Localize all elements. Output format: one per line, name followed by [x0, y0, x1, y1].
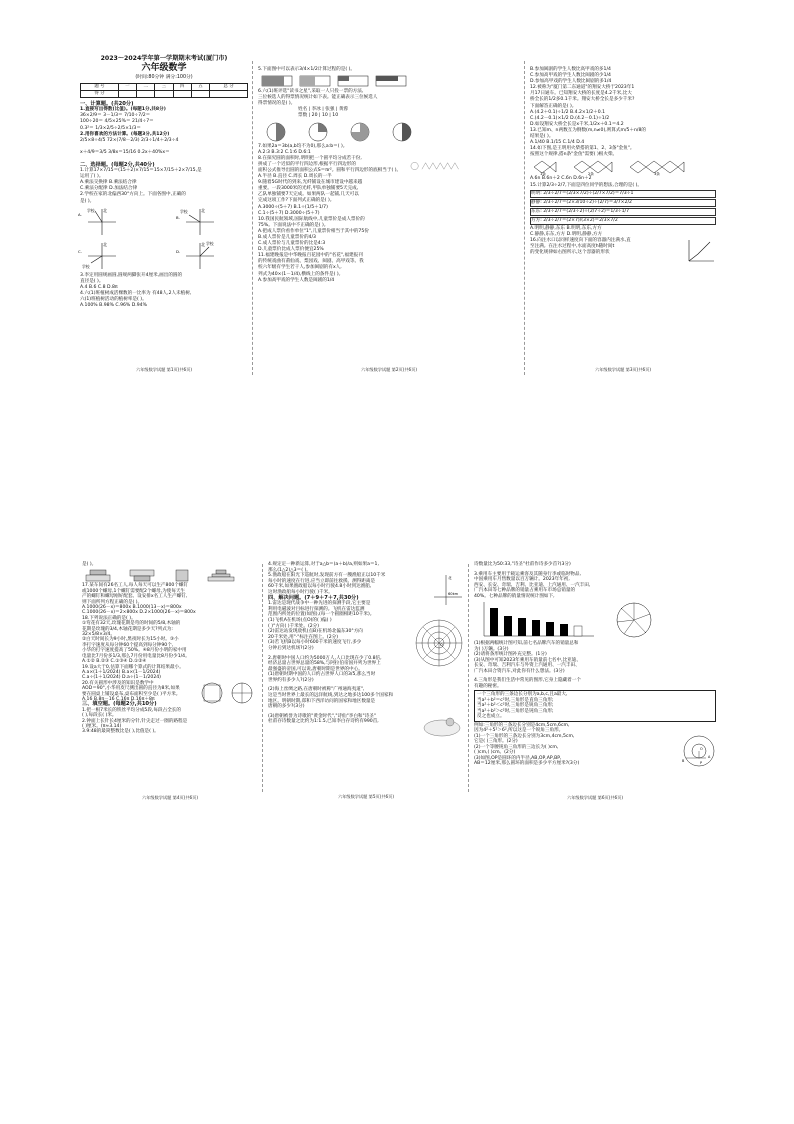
- ring-figure: [682, 734, 716, 768]
- method-line-dongdong: 东东: 2/3÷2/7＝(2/3÷2)÷(2/7÷2)＝1/3÷1/7: [530, 208, 716, 216]
- question-line: 它是( )三角形。(2分): [474, 739, 518, 744]
- question-line: (1)唐朝时期中国的人口约占世界人口的3/5,那么当时: [268, 672, 376, 678]
- question-line: C.乘法分配律 D.加法结合律: [80, 186, 138, 192]
- question-line: C.静静,东东,方方 D.明明,静静,方方: [530, 232, 603, 238]
- question-line: 5.下面图中可以表示3/4×1/2计算过程的是( )。: [258, 67, 355, 72]
- question-line: C.参加高甲戏的学生人数比闽剧的少1/4: [530, 73, 611, 79]
- radar-figure: [414, 618, 464, 668]
- question-line: 14.如下图,是王明用火柴搭的第1、2、3条"金鱼"。: [530, 146, 635, 152]
- question-line: 2.用你喜欢的方法计算。(每题3分,共12分): [80, 131, 170, 137]
- exam-sheet-bottom: [82, 558, 718, 802]
- page-divider: [524, 61, 525, 375]
- question-line: 电量比7月份多1/3,那么7月份用电量比8月份少1/4。: [82, 653, 190, 659]
- question-line: 60千米,如果渔政船以每小时行驶4.8小时到达渔船,: [268, 584, 372, 590]
- circle-to-parallelogram-figure: [410, 157, 520, 175]
- vote-table-row: 票数 | 20 | 10 | 10: [298, 113, 339, 119]
- question-line: 例如:三角形的三条边长分别是4cm,5cm,6cm,: [474, 722, 570, 728]
- question-line: ( )°方向( )千米处。(2分): [268, 623, 320, 629]
- question-line: 18.下列说法正确的是( )。: [82, 615, 136, 621]
- question-line: 广汽本田合资汽车,对此你有什么想法。(3分): [474, 668, 565, 674]
- page-divider: [252, 61, 253, 375]
- sales-bar-chart: [484, 602, 594, 636]
- container-option-a: [86, 570, 110, 581]
- question-line: 分钟后到达机场?(2分): [268, 645, 314, 651]
- question-line: (3)唐朝被誉为诗歌的"黄金时代","诗仙"李白和"诗圣": [268, 713, 376, 719]
- exam-title: 2023～2024学年第一学期期末考试(厦门市): [100, 55, 228, 62]
- question-line: 为( )万辆。(3分): [474, 646, 509, 652]
- sales-bar: [546, 622, 554, 636]
- question-line: (1)飞机A在机场(点O)的( )偏( ): [268, 617, 332, 623]
- direction-figure-d: [176, 241, 214, 269]
- rule-line: 反之也成立。: [477, 714, 505, 719]
- score-cell: 得 分: [81, 91, 119, 98]
- question-line: A.2:3 B.3:2 C.1:6 D.6:1: [258, 149, 311, 155]
- exam-subject: 六年级数学: [141, 63, 187, 73]
- question-line: 4.六(1)班植树成活棵数的一比率为 有48人,2人未植树,: [80, 290, 192, 296]
- fraction-figure-a: [262, 76, 292, 86]
- fraction-figures: [258, 74, 408, 88]
- question-line: 诗数量比为50:33,"诗圣"杜甫作诗多少首?(3分): [474, 562, 571, 567]
- question-line: D.如设翔安大桥全长是x千米,1/2x＋0.1＝4.2: [530, 121, 624, 127]
- sales-bar: [532, 620, 540, 636]
- sales-bar: [504, 616, 512, 636]
- north-label: 北: [201, 241, 205, 247]
- ring-center-label: O: [700, 746, 703, 751]
- north-label: 北: [103, 241, 107, 247]
- question-line: 或1000个螺母,1个螺钉需要配2个螺母,为使每天生: [82, 588, 186, 594]
- direction-figure-a: [78, 207, 116, 235]
- question-line: x＋4/9＝3/5 3/8x＝15/16 0.2x＋40%x＝: [80, 149, 170, 155]
- question-line: C.a÷(1＋1/2024) D.a÷(1－1/2024): [82, 675, 161, 681]
- question-line: 是( )。: [80, 198, 95, 204]
- ring-point-label: A: [708, 754, 711, 759]
- question-line: 4.规定定一种新运算,对于a△b＝(a＋b)/a,则如果a＝1,: [268, 562, 379, 567]
- question-line: 17.某车间有26名工人,每人每天可以生产800个螺钉: [82, 583, 189, 589]
- question-line: 12.被称为"厦门第二东通道"的翔安大桥于2023年1: [530, 85, 635, 91]
- question-line: 20千米处,用"·"标注在图上。(2分): [268, 634, 339, 640]
- question-line: 7.如果2a＝3b(a,b均不为0),那么a:b＝( )。: [258, 143, 348, 149]
- fraction-figure-c: [338, 76, 368, 86]
- question-line: D.儿童票价比成人票价便宜25%: [258, 247, 324, 253]
- question-line: 校六年级有学生若干人,参加闽剧的有x人,: [258, 265, 342, 271]
- question-line: 完成这项工作?下面列式正确的是( )。: [258, 198, 335, 204]
- question-line: (1)一个三角形的三条边长分别为3cm,4cm,5cm,: [474, 733, 575, 739]
- school-label: 学校: [180, 208, 188, 214]
- question-line: 经济总量占世界总量的58%,与阿拉伯帝国并列为世界上: [268, 661, 381, 667]
- question-line: 10.我国民航领域,国际航线中,儿童票价是成人票价的: [258, 216, 365, 222]
- question-line: 小华的打字速度提高了50%。④8月份小明的家中用: [82, 648, 187, 654]
- score-cell: 二: [137, 84, 155, 91]
- sales-bar-missing: [574, 626, 582, 636]
- question-line: C.1÷(5＋7) D.3000÷(5＋7): [258, 210, 320, 216]
- question-line: 8.在探究圆的面积时,明明把一个圆平均分成若干份,: [258, 155, 362, 161]
- question-line: 要在圆桌上铺设桌布,桌布面积至少是( )平方米。: [82, 691, 181, 697]
- pie-option-a: [267, 123, 285, 141]
- question-line: ( )厘米。(π≈3.14): [82, 723, 122, 729]
- fraction-figure-d: [376, 76, 406, 86]
- question-line: 2.唐朝时中国人口约为5000万人,人口比现在少了0.8倍,: [268, 655, 382, 661]
- question-line: 2.学校在家的北偏西30°方向上。下面各图中,正确的: [80, 192, 186, 198]
- question-line: A.1/40 B.1/15 C.1/4 D.4: [530, 140, 585, 146]
- sales-bar: [490, 608, 498, 636]
- question-line: 1.计算17×7/15＝(15＋2)×7/15＝15×7/15＋2×7/15,是: [80, 168, 202, 174]
- question-line: 长安、奇瑞、吉利汽车与外资上汽通用、一汽丰田、: [474, 663, 580, 668]
- score-cell: 总 分: [210, 84, 248, 91]
- score-cell: [191, 91, 209, 98]
- question-line: 西安、长安、奇瑞、吉利、比亚迪、上汽通用、一汽丰田,: [474, 582, 591, 588]
- question-line: B.成人票价是儿童票价的4/3: [258, 234, 316, 240]
- exam-page-5: [268, 562, 464, 800]
- page-footer: 六年级数学试题 第1页(共6页): [136, 366, 192, 372]
- question-line: A.4 B.6 C.8 D.8π: [80, 284, 118, 290]
- exam-sheet-top: [80, 55, 718, 385]
- pie-option-b: [309, 123, 327, 141]
- direction-figure-b: [176, 207, 214, 235]
- question-line: C.成人票价与儿童票价的比是4:3: [258, 241, 326, 247]
- question-line: 13.已知m、n两数互为倒数(m,n≠0),则算式m/5＋n/8的: [530, 127, 646, 133]
- question-line: 最强盛的帝国,可以说,唐朝时期是世界的中心。: [268, 666, 363, 672]
- question-line: A.参加高甲戏的学生人数是闽剧的1/4: [258, 277, 335, 283]
- matchstick-fish-figure: [530, 159, 710, 175]
- question-line: (1)根据两幅统计图可知,前七名品牌汽车的销量总和: [474, 641, 579, 646]
- option-label: B.: [176, 214, 180, 220]
- exam-info: (时间:80分钟 满分:100分): [135, 75, 193, 80]
- score-cell: 题 号: [81, 84, 119, 91]
- question-line: (2)一个等腰钝角三角形的三边长为( )cm,: [474, 744, 559, 750]
- score-table: [80, 83, 248, 98]
- question-line: (3)若飞机B以每小时600千米的速度飞行,多少: [268, 640, 362, 646]
- question-line: C.1000(26－x)＝2×800x D.2×1000(26－x)＝800x: [82, 610, 196, 616]
- option-label: C.: [78, 248, 82, 254]
- score-cell: [173, 91, 191, 98]
- score-cell: 四: [173, 84, 191, 91]
- exam-page-2: [258, 67, 520, 373]
- question-line: 的变化规律如右图所示,这个容器的形状: [530, 250, 610, 256]
- question-line: 的传统戏曲有莆仙戏、梨园戏、闽剧、高甲戏等。我: [258, 259, 364, 265]
- question-line: AB＝12厘米,那么圆环的面积是多少平方厘米?(3分): [474, 761, 580, 766]
- exam-page-3: [530, 67, 716, 373]
- section-heading: 三、填空题。(每题2分,共10分): [82, 701, 157, 708]
- question-line: 产的螺钉和螺母刚好配套。设安排x名工人生产螺钉,: [82, 594, 188, 600]
- question-line: ( )cm,( )cm。(2分): [474, 750, 516, 755]
- question-line: 15.计算2/3÷2/7,下面是四位同学的想法,合理的是( )。: [530, 182, 643, 188]
- question-line: 16.向注水口以同样速度向下面的容器内注满水,直: [530, 238, 631, 244]
- question-line: 1.雷达是现代战争中一种先进的探测手段,它主要是: [268, 601, 371, 607]
- question-line: 运用了( )。: [80, 174, 104, 180]
- question-line: 至注满。在注水过程中,水面高度h随时间t: [530, 244, 615, 250]
- question-line: A.乘法交换律 B.乘法结合律: [80, 180, 137, 186]
- question-line: C.(4.2－0.1)×1/2 D.(4.2－0.1)÷1/2: [530, 115, 610, 121]
- question-line: 则下面所列方程正确的是( )。: [82, 599, 143, 605]
- question-line: A.a×(1＋1/2024) B.a×(1－1/2024): [82, 669, 161, 675]
- question-line: 1.把一根7米长的铁丝平均分成5段,每段占全长的: [82, 707, 181, 713]
- question-line: 36×2/9＝ 3－1/3＝ 7/10÷7/2＝: [80, 113, 151, 119]
- fish-count-label: 3条: [654, 172, 660, 177]
- exam-page-1: [80, 55, 248, 373]
- question-line: 拼成了一个近似的平行四边形,根据平行四边形的: [258, 161, 356, 167]
- ship-distance-figure: [432, 573, 464, 607]
- question-line: 这时渔政船每小时行驶( )千米。: [268, 589, 333, 595]
- question-line: 32×5/8×3/4。: [82, 632, 115, 638]
- exam-page-6: [474, 562, 716, 800]
- question-line: 月17日通车。已知翔安大桥的长度是4.2千米,比大: [530, 91, 632, 97]
- page-divider: [468, 564, 469, 792]
- method-line-mingming: 明明: 2/3÷2/7＝(2/3×7/2)÷(2/7×7/2)＝7/3÷1: [530, 190, 716, 198]
- rule-line: 当a²＋b²＞c²时,三角形是钝角三角形;: [477, 708, 554, 714]
- page-footer: 六年级数学试题 第6页(共6页): [567, 794, 623, 800]
- container-option-c: [176, 570, 188, 581]
- water-level-graph: [686, 238, 716, 264]
- question-line: 4.三角形是我们生活中常见的图形,它身上隐藏着一个: [474, 678, 581, 683]
- rule-line: 当a²＋b²＝c²时,三角形是直角三角形;: [477, 697, 554, 703]
- container-option-b: [130, 570, 154, 581]
- question-line: ①弯花有32天,玫瑰花期是弯的时间的5/8,木轴的: [82, 621, 181, 627]
- question-line: (3)从图中可知2023年乘用车销量前七名中,比亚迪、: [474, 657, 581, 663]
- question-line: 下面解答正确的是( )。: [530, 103, 577, 109]
- option-label: A.: [78, 211, 82, 217]
- question-line: 是( )。: [82, 562, 97, 567]
- question-line: 40%。七种品牌的销量情况统计图如下,: [474, 593, 555, 599]
- question-line: A.(4.2＋0.1)÷1/2 B.4.2×1/2＋0.1: [530, 109, 606, 115]
- question-line: 每小时的速度在行进,应当立即前往救援。测得距离是: [268, 578, 376, 584]
- question-line: 0.3²＝ 1/3×2/5÷2/5×1/3＝: [80, 125, 141, 131]
- question-line: 3.李定用圆规画圆,圆规两脚张开4厘米,画出的圆的: [80, 272, 183, 278]
- page-footer: 六年级数学试题 第3页(共6页): [595, 366, 651, 372]
- fish-count-label: 2条: [588, 172, 594, 177]
- question-line: 广汽本田等七种品牌的销量占乘用车市场总销量的: [474, 588, 576, 593]
- question-line: 2.钟面上长针长4厘米的分针,针尖走过一圈的路程是: [82, 718, 188, 724]
- question-line: A.16 B.8π－16 C.16π D.16π＋8π: [82, 696, 155, 702]
- question-line: A.半径 B.直径 C.周长 D.周长的一半: [258, 174, 332, 180]
- question-line: (2)海上丝绸之路,在唐朝时被称"广州通海夷道",: [268, 687, 365, 693]
- container-options: [82, 568, 252, 582]
- question-line: 六(1)班植树活动的植树率是( )。: [80, 296, 147, 302]
- method-line-fangfang: 方方: 2/3÷2/7＝(2×7)/(3×2)＝2/3×7/2: [530, 217, 716, 225]
- question-line: 有趣的秘密。: [474, 683, 502, 689]
- poet-illustration: [420, 714, 464, 738]
- school-label: 学校: [87, 207, 95, 213]
- vote-pie-options: [258, 121, 428, 143]
- question-line: (2)请将条形统计图补充完整。(1分): [474, 652, 547, 657]
- score-cell: 一: [118, 84, 136, 91]
- ring-point-label: B: [682, 758, 685, 763]
- question-line: 9.随着5G时代的到来,光纤铺设在城市建设中越来越: [258, 180, 363, 186]
- page-footer: 六年级数学试题 第2页(共6页): [361, 366, 417, 372]
- question-line: 75%。下面说法中不正确的是( )。: [258, 222, 329, 228]
- question-line: A.把成人票价看作单位"1",儿童票价相当于其中的75份: [258, 228, 369, 234]
- question-line: 三位候选人的得票情况统计如下表。能正确表示三位候选人: [258, 95, 378, 101]
- question-line: 因为4²＋5²＞6²,所以这是一个锐角三角形。: [474, 728, 564, 733]
- school-label: 学校: [206, 240, 214, 246]
- question-line: 列式为40×(1－1/4),横线上的条件是( )。: [258, 271, 344, 277]
- direction-figures: [80, 206, 246, 272]
- score-cell: 三: [155, 84, 173, 91]
- ring-point-label: P: [700, 760, 703, 765]
- question-line: ( ),每段长( )米。: [82, 713, 117, 719]
- rule-line: 一个三角形的三条边长分别为a,b,c,且a最大,: [477, 692, 568, 697]
- north-label: 北: [103, 207, 107, 213]
- question-line: 得票情况的是( )。: [258, 101, 296, 107]
- question-line: 李打字速度从每分钟60个提高到每分钟90个,: [82, 642, 174, 648]
- method-line-jingjing: 静静: 2/3÷2/7＝(2×3/10÷2)÷(2/7)＝3/7×2/2: [530, 199, 716, 207]
- question-line: (3)如图,OP是圆环的内半径,AB,OP,AP,BP,: [474, 755, 562, 761]
- question-line: 范围内所处的位置(如图),(每一个圆圈相距10千米)。: [268, 612, 375, 618]
- question-line: 杜甫存诗数量之比约为1:1.5,已知李白存诗约有990首,: [268, 719, 379, 725]
- sales-bar: [560, 624, 568, 636]
- score-cell: 五: [191, 84, 209, 91]
- question-line: 唐朝的多少?(3分): [268, 704, 305, 710]
- question-line: B.参加闽剧的学生人数比高甲戏的多1/4: [530, 67, 611, 72]
- question-line: (2)雷达站发现敌机(点B)在机场北偏东30°方向: [268, 629, 363, 635]
- question-line: 20.有关圆形中涉及的知识是数学中: [82, 680, 154, 686]
- question-line: 1.直接写出得数(比值)。(每题1分,共8分): [80, 107, 166, 113]
- page-footer: 六年级数学试题 第4页(共6页): [142, 794, 198, 800]
- question-line: A.①② B.②③ C.①③④ D.①②④: [82, 659, 147, 665]
- question-line: 结果是( )。: [530, 134, 554, 140]
- fish-count-label: 1条: [540, 172, 546, 177]
- score-cell: [137, 91, 155, 98]
- question-line: 3.9:48的最简整数比是( ),比值是( )。: [82, 729, 159, 735]
- page-divider: [262, 564, 263, 792]
- triangle-rule-box: [474, 690, 716, 722]
- container-option-d: [208, 570, 234, 581]
- question-line: A.100% B.98% C.96% D.94%: [80, 303, 147, 309]
- question-line: D.参加高甲戏的学生人数比闽剧的多1/4: [530, 79, 612, 85]
- question-line: 100÷20＝ 4/5×25%＝ 21/4÷7＝: [80, 119, 154, 125]
- question-line: A.3000÷(5＋7) B.1÷(1/5＋1/7): [258, 204, 328, 210]
- question-line: 6.六(1)班评选"读书之星",采取一人只投一票的方法,: [258, 89, 364, 95]
- rule-line: 当a²＋b²＜c²时,三角形是锐角三角形;: [477, 703, 554, 708]
- score-cell: [118, 91, 136, 98]
- question-line: 桥全长的1/2多0.1千米。翔安大桥全长是多少千米?: [530, 97, 635, 103]
- question-line: 重要。一段3000米的光纤,甲队单独铺要5天完成,: [258, 186, 359, 192]
- question-line: A.1000(26－x)＝800x B.1000(13－x)＝800x: [82, 605, 182, 611]
- question-line: 5.渔政船在阳光下巡航时,发现前方有一艘渔船正以10千米: [268, 573, 386, 579]
- question-line: 那么(1△2)△3＝( )。: [268, 567, 311, 573]
- pie-option-d: [393, 123, 411, 141]
- score-cell: [155, 91, 173, 98]
- direction-figure-c: [78, 241, 116, 269]
- question-line: 地区。明朝时期,郑和下西洋访问的国家和地区数量是: [268, 698, 376, 704]
- distance-label: 60km: [448, 592, 459, 597]
- vote-table-header: 姓名 | 李冰 | 张强 | 黄蓉: [298, 107, 349, 113]
- sales-pie-chart: [617, 603, 651, 637]
- question-line: 花期是玫瑰的3/4,木轴花期是多少天?列式为:: [82, 626, 173, 632]
- car-sales-charts: [474, 600, 674, 640]
- sales-bar: [518, 618, 526, 636]
- pie-option-c: [351, 123, 369, 141]
- question-line: 乙队单独铺要7天完成。如果两队一起铺,几天可以: [258, 192, 359, 198]
- origin-label: O: [440, 642, 443, 647]
- fraction-figure-b: [300, 76, 330, 86]
- north-label: 北: [201, 207, 205, 213]
- question-line: 面积公式推导出圆的面积公式S＝πr²。圆和平行四边形的底相当于( )。: [258, 167, 402, 173]
- question-line: 11.福建晚报是中华晚报百花园中的"名花",福建报刊: [258, 253, 363, 259]
- question-line: 这是当时世界上最长的远洋航线,到达之地多达100多个国家和: [268, 693, 394, 699]
- section-heading: 四、解决问题。(7＋9＋7＋7,共30分): [268, 594, 359, 601]
- question-line: 按照这个规律,搭n条"金鱼"需要( )根火柴。: [530, 152, 618, 158]
- question-line: 中国乘用车月售数量以百万辆计。2023年年初,: [474, 577, 570, 582]
- question-line: ②白天时间长为9小时,黑夜时长为15小时。③小: [82, 637, 179, 643]
- question-line: 世界约有多少人?(2分): [268, 677, 314, 683]
- section-heading: 二、选择题。(每题2分,共40分): [80, 161, 155, 168]
- question-line: 19.设a大于0,估算下面哪个算式的计算结果最小。: [82, 664, 184, 670]
- question-line: A.明明,静静,东东 B.明明,东东,方方: [530, 225, 602, 231]
- page-footer: 六年级数学试题 第5页(共6页): [338, 794, 394, 800]
- section-heading: 一、计算题。(共20分): [80, 101, 134, 108]
- option-label: D.: [176, 248, 181, 254]
- question-line: AOD＝90°,小华用皮尺测出圆的直径为8米,如果: [82, 686, 180, 692]
- score-cell: [210, 91, 248, 98]
- exam-page-4: [82, 562, 258, 800]
- north-label: 北: [448, 576, 452, 581]
- question-line: A.6n B.6n＋2 C.6n D.6n＋2: [530, 176, 592, 182]
- question-line: 利用电磁波对目标进行探测的。飞机在雷达监测: [268, 606, 365, 612]
- question-line: 直径是( )。: [80, 278, 104, 284]
- question-line: 3.乘用车主要用于载运乘客及其随身行李或临时物品,: [474, 571, 581, 577]
- question-line: 2/5×8÷4/5 72×(7/8－2/3) 2/3÷1/4＋2/3÷4: [80, 137, 179, 143]
- round-table-figures: [198, 681, 258, 705]
- school-label: 学校: [82, 263, 90, 269]
